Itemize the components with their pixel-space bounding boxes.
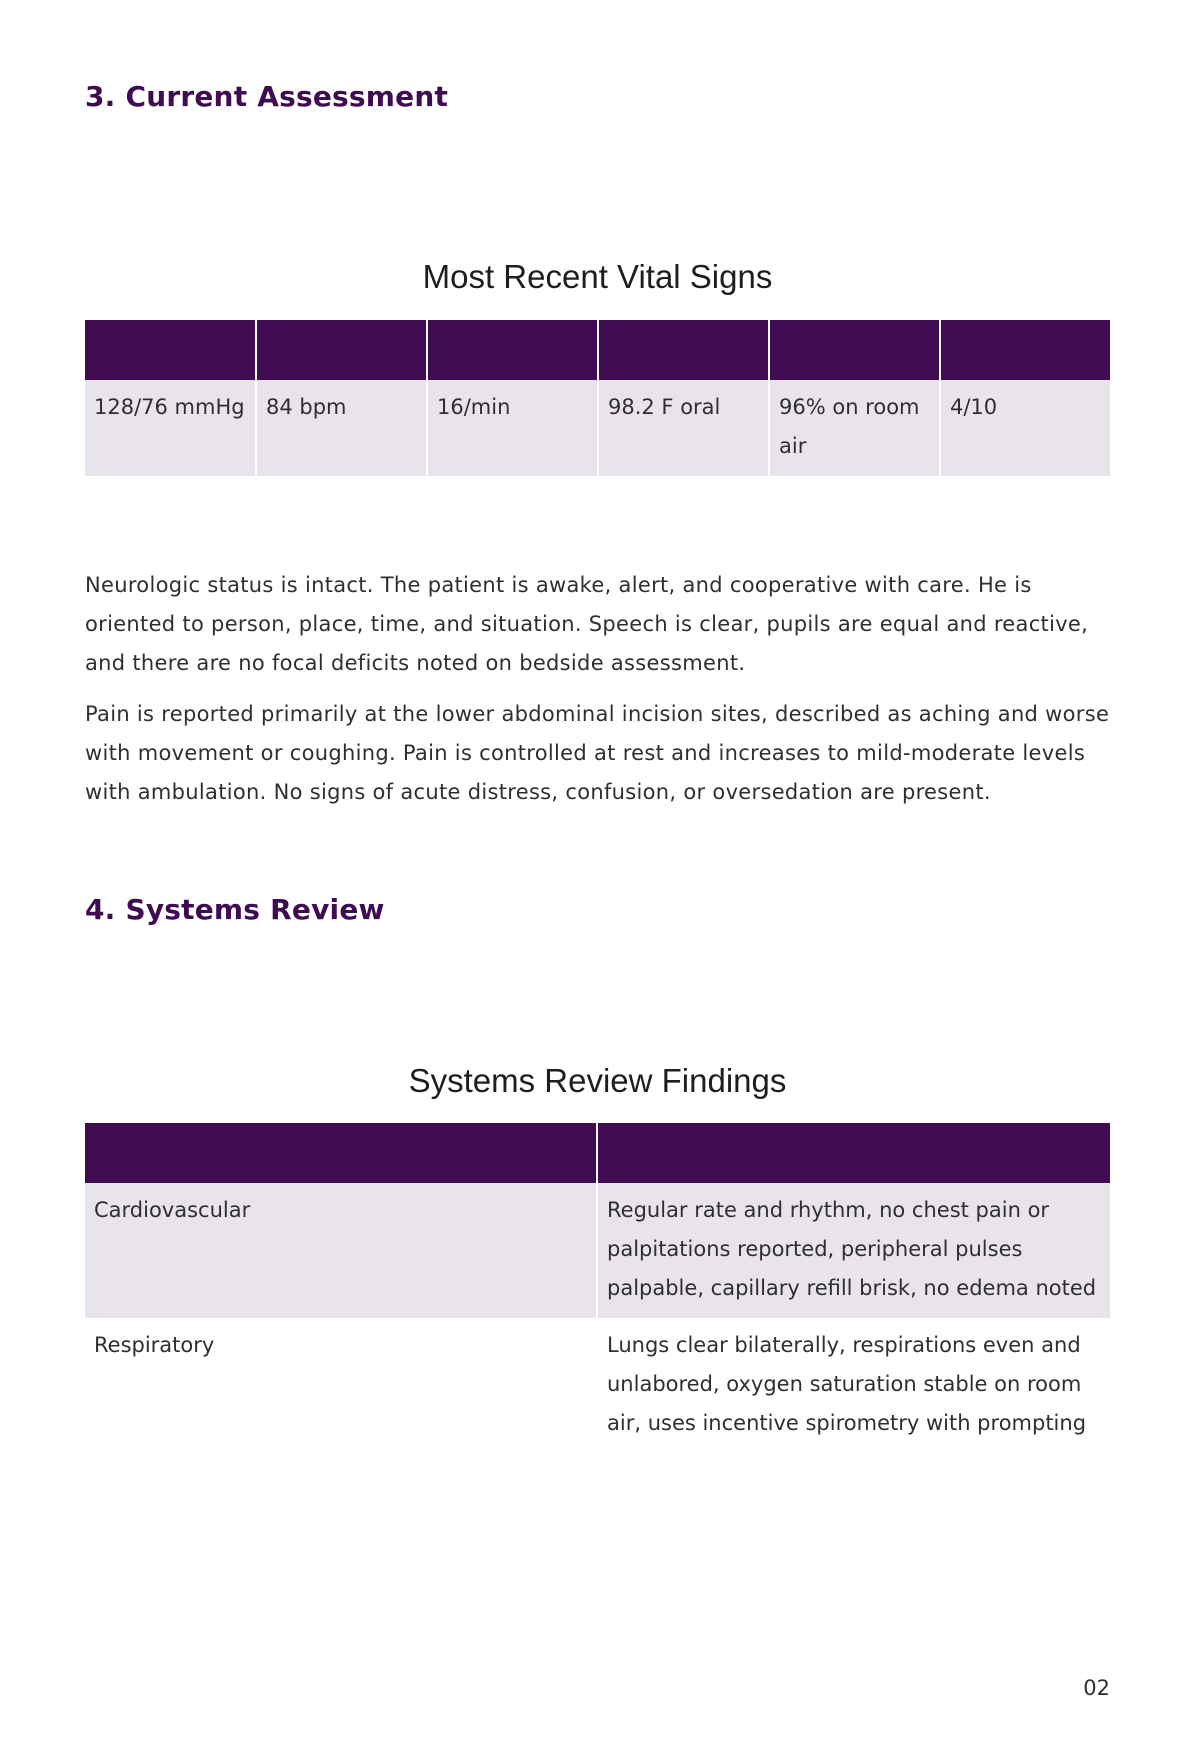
section-heading-systems-review: 4. Systems Review — [85, 893, 385, 926]
vitals-respiratory-rate: 16/min — [427, 380, 598, 476]
vitals-header-cell — [427, 320, 598, 380]
systems-table-title: Systems Review Findings — [408, 1062, 787, 1099]
systems-table — [85, 1123, 1110, 1453]
vitals-header-cell — [85, 320, 256, 380]
vitals-table-title: Most Recent Vital Signs — [422, 258, 773, 295]
systems-header-cell — [597, 1123, 1110, 1183]
page-number: 02 — [1083, 1676, 1110, 1700]
neuro-paragraph: Neurologic status is intact. The patient is awake, alert, and cooperative with care. He is oriented to person, place, time, and situation. Speech is clear, pupils are equal and reactive, and there are no focal deficits noted on bedside assessment. — [85, 573, 1089, 675]
systems-table-header-row — [85, 1123, 1110, 1183]
vitals-table-header-row — [85, 320, 1110, 380]
vitals-pain-score: 4/10 — [940, 380, 1110, 476]
vitals-header-cell — [769, 320, 940, 380]
vitals-header-cell — [256, 320, 427, 380]
vitals-header-cell — [598, 320, 769, 380]
system-name: Cardiovascular — [85, 1183, 597, 1318]
section-heading-current-assessment: 3. Current Assessment — [85, 80, 449, 113]
vitals-header-cell — [940, 320, 1110, 380]
document-page — [85, 0, 1110, 1754]
vitals-table — [85, 320, 1110, 476]
systems-header-cell — [85, 1123, 597, 1183]
table-row — [85, 1318, 1110, 1453]
vitals-heart-rate: 84 bpm — [256, 380, 427, 476]
table-row — [85, 1183, 1110, 1318]
table-row — [85, 380, 1110, 476]
vitals-blood-pressure: 128/76 mmHg — [85, 380, 256, 476]
vitals-temperature: 98.2 F oral — [598, 380, 769, 476]
system-finding: Regular rate and rhythm, no chest pain or palpitations reported, peripheral pulses palpable, capillary refill brisk, no edema noted — [597, 1183, 1110, 1318]
pain-paragraph: Pain is reported primarily at the lower abdominal incision sites, described as aching and worse with movement or coughing. Pain is controlled at rest and increases to mild-moderate levels with ambulation. No signs of acute distress, confusion, or oversedation are present. — [85, 702, 1110, 804]
system-name: Respiratory — [85, 1318, 597, 1453]
system-finding: Lungs clear bilaterally, respirations even and unlabored, oxygen saturation stable on room air, uses incentive spirometry with prompting — [597, 1318, 1110, 1453]
vitals-oxygen-saturation: 96% on room air — [769, 380, 940, 476]
